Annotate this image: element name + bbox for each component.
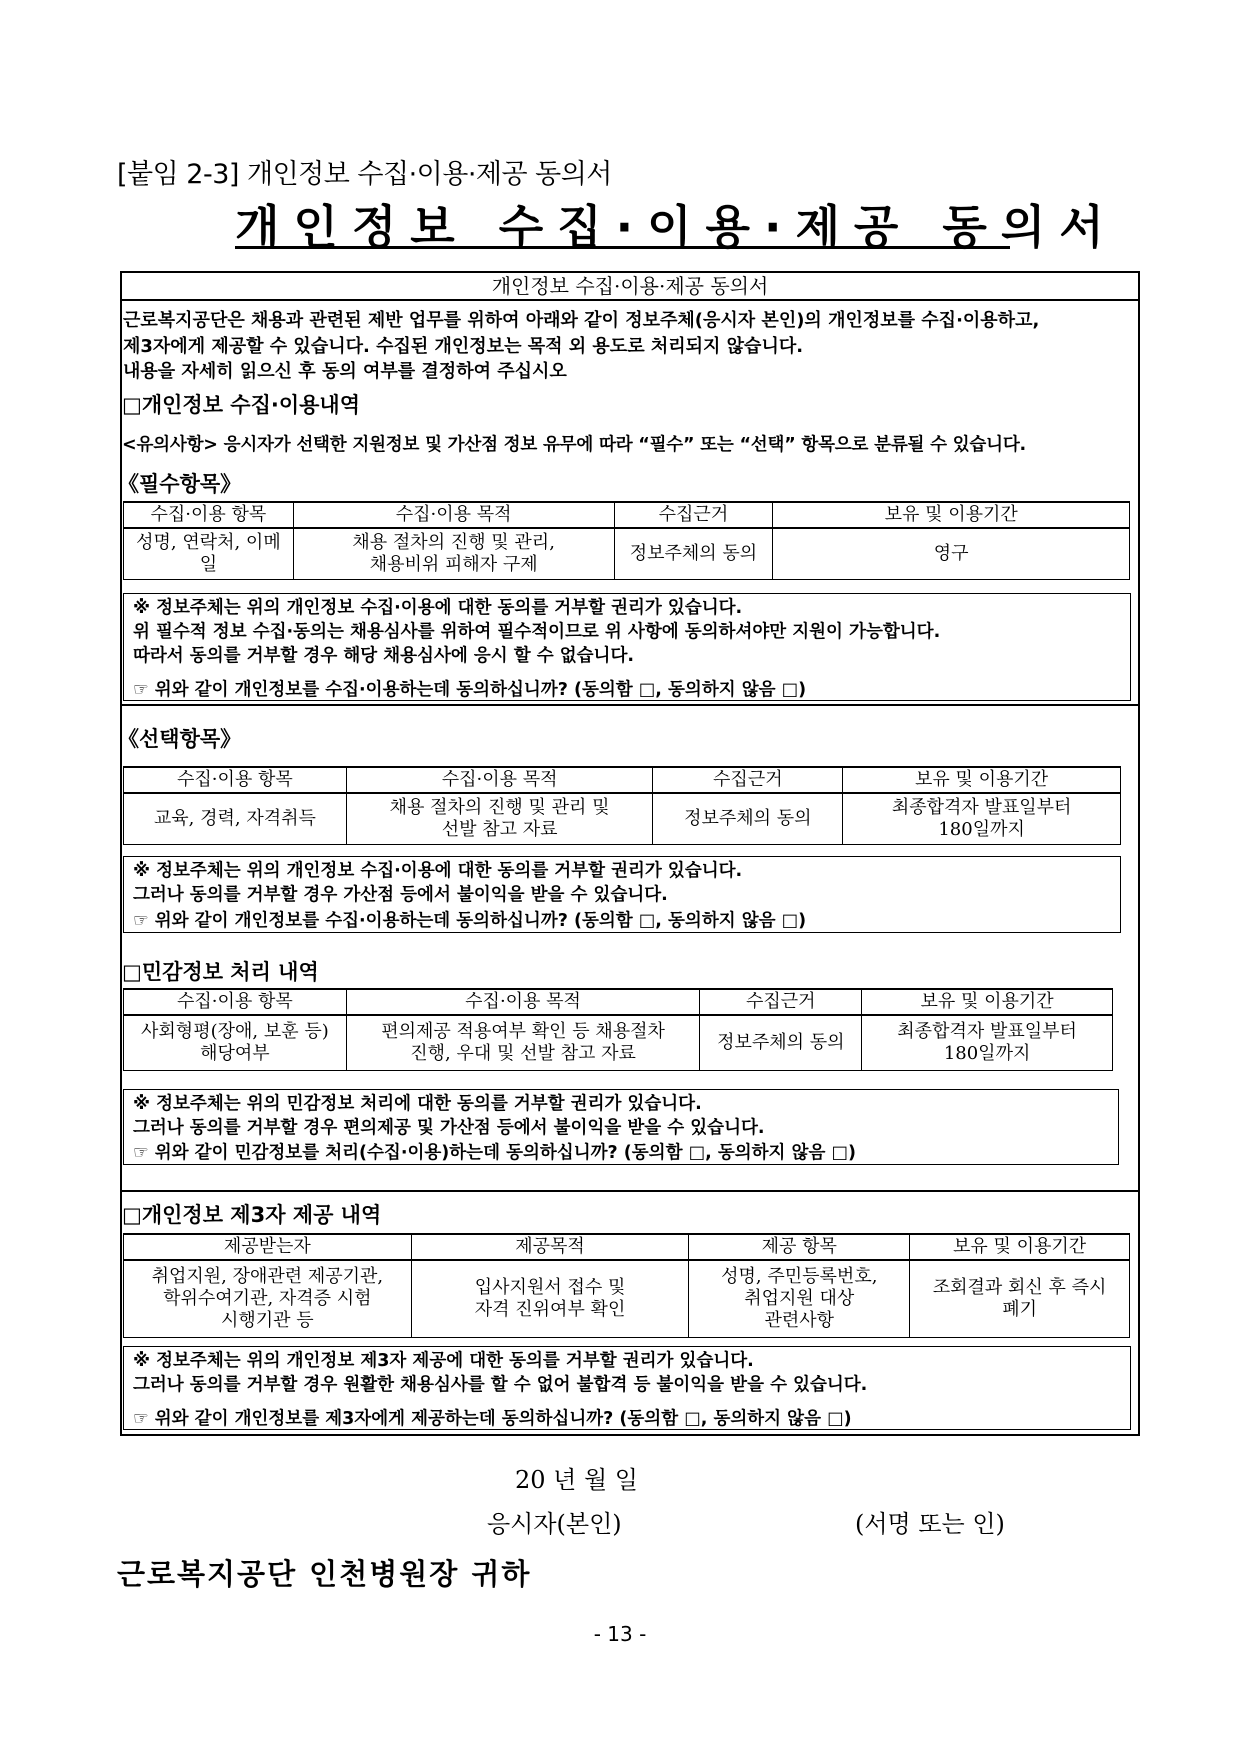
table-header: 제공 항목 xyxy=(689,1234,910,1260)
applicant-label: 응시자(본인) xyxy=(487,1510,622,1538)
page-number: - 13 - xyxy=(593,1622,647,1646)
table-cell: 채용 절차의 진행 및 관리 및 선발 참고 자료 xyxy=(346,793,653,844)
third-party-note-2: 그러나 동의를 거부할 경우 원활한 채용심사를 할 수 없어 불합격 등 불이익을 받을 수 있습니다. xyxy=(133,1375,868,1395)
table-header: 수집·이용 항목 xyxy=(124,989,347,1015)
optional-note-1: ※ 정보주체는 위의 개인정보 수집·이용에 대한 동의를 거부할 권리가 있습니다. xyxy=(133,861,743,881)
optional-label: 《선택항목》 xyxy=(118,727,242,751)
optional-note-2: 그러나 동의를 거부할 경우 가산점 등에서 불이익을 받을 수 있습니다. xyxy=(133,885,668,905)
table-cell: 교육, 경력, 자격취득 xyxy=(124,793,347,844)
collect-heading: □개인정보 수집·이용내역 xyxy=(122,393,360,417)
table-header: 제공목적 xyxy=(411,1234,689,1260)
table-cell: 편의제공 적용여부 확인 등 채용절차 진행, 우대 및 선발 참고 자료 xyxy=(346,1015,700,1070)
sensitive-consent-question[interactable]: ☞ 위와 같이 민감정보를 처리(수집·이용)하는데 동의하십니까? (동의함 □, 동의하지 않음 □) xyxy=(133,1143,856,1163)
third-party-heading: □개인정보 제3자 제공 내역 xyxy=(122,1203,382,1227)
sensitive-note-1: ※ 정보주체는 위의 민감정보 처리에 대한 동의를 거부할 권리가 있습니다. xyxy=(133,1094,702,1114)
section-divider xyxy=(120,704,1140,706)
third-party-note-1: ※ 정보주체는 위의 개인정보 제3자 제공에 대한 동의를 거부할 권리가 있습니다. xyxy=(133,1351,754,1371)
title-underline xyxy=(235,246,1010,249)
table-cell: 최종합격자 발표일부터 180일까지 xyxy=(862,1015,1113,1070)
required-consent-question[interactable]: ☞ 위와 같이 개인정보를 수집·이용하는데 동의하십니까? (동의함 □, 동의하지 않음 □) xyxy=(133,680,807,700)
intro-line-1: 근로복지공단은 채용과 관련된 제반 업무를 위하여 아래와 같이 정보주체(응시자 본인)의 개인정보를 수집·이용하고, xyxy=(123,310,1040,331)
table-cell: 최종합격자 발표일부터 180일까지 xyxy=(843,793,1121,844)
table-cell: 채용 절차의 진행 및 관리, 채용비위 피해자 구제 xyxy=(293,528,614,579)
required-note-3: 따라서 동의를 거부할 경우 해당 채용심사에 응시 할 수 없습니다. xyxy=(133,646,635,666)
optional-consent-question[interactable]: ☞ 위와 같이 개인정보를 수집·이용하는데 동의하십니까? (동의함 □, 동의하지 않음 □) xyxy=(133,911,807,931)
table-cell: 성명, 주민등록번호, 취업지원 대상 관련사항 xyxy=(689,1260,910,1337)
sensitive-heading: □민감정보 처리 내역 xyxy=(122,960,319,984)
table-header: 수집·이용 목적 xyxy=(346,989,700,1015)
section-divider xyxy=(120,1190,1140,1192)
required-label: 《필수항목》 xyxy=(118,472,242,496)
third-party-consent-question[interactable]: ☞ 위와 같이 개인정보를 제3자에게 제공하는데 동의하십니까? (동의함 □, 동의하지 않음 □) xyxy=(133,1409,852,1429)
table-header: 보유 및 이용기간 xyxy=(910,1234,1130,1260)
date-line: 20 년 월 일 xyxy=(515,1466,638,1494)
table-cell: 성명, 연락처, 이메일 xyxy=(124,528,294,579)
table-header: 수집·이용 항목 xyxy=(124,767,347,793)
table-header: 수집근거 xyxy=(614,502,773,528)
sensitive-note-2: 그러나 동의를 거부할 경우 편의제공 및 가산점 등에서 불이익을 받을 수 있습니다. xyxy=(133,1118,765,1138)
required-note-2: 위 필수적 정보 수집·동의는 채용심사를 위하여 필수적이므로 위 사항에 동의하셔야만 지원이 가능합니다. xyxy=(133,622,941,642)
signature-field[interactable]: (서명 또는 인) xyxy=(855,1510,1005,1538)
table-cell: 취업지원, 장애관련 제공기관, 학위수여기관, 자격증 시험 시행기관 등 xyxy=(124,1260,412,1337)
third-party-table xyxy=(123,1233,1130,1338)
page-title: 개인정보 수집·이용·제공 동의서 xyxy=(235,200,1118,254)
table-header: 보유 및 이용기간 xyxy=(843,767,1121,793)
required-table xyxy=(123,501,1130,580)
table-header: 수집근거 xyxy=(653,767,843,793)
intro-line-2: 제3자에게 제공할 수 있습니다. 수집된 개인정보는 목적 외 용도로 처리되지 않습니다. xyxy=(123,336,804,357)
table-header: 수집·이용 목적 xyxy=(346,767,653,793)
table-header: 보유 및 이용기간 xyxy=(773,502,1130,528)
optional-table xyxy=(123,766,1121,845)
addressee: 근로복지공단 인천병원장 귀하 xyxy=(117,1557,532,1591)
table-header: 제공받는자 xyxy=(124,1234,412,1260)
table-header: 수집·이용 목적 xyxy=(293,502,614,528)
form-header: 개인정보 수집·이용·제공 동의서 xyxy=(120,271,1140,301)
table-cell: 정보주체의 동의 xyxy=(614,528,773,579)
table-cell: 정보주체의 동의 xyxy=(700,1015,862,1070)
intro-line-3: 내용을 자세히 읽으신 후 동의 여부를 결정하여 주십시오 xyxy=(123,361,567,382)
table-header: 수집근거 xyxy=(700,989,862,1015)
table-cell: 입사지원서 접수 및 자격 진위여부 확인 xyxy=(411,1260,689,1337)
sensitive-table xyxy=(123,988,1113,1071)
table-header: 보유 및 이용기간 xyxy=(862,989,1113,1015)
table-cell: 조회결과 회신 후 즉시 폐기 xyxy=(910,1260,1130,1337)
attachment-label: [붙임 2-3] 개인정보 수집·이용·제공 동의서 xyxy=(117,159,612,190)
table-header: 수집·이용 항목 xyxy=(124,502,294,528)
required-note-1: ※ 정보주체는 위의 개인정보 수집·이용에 대한 동의를 거부할 권리가 있습니다. xyxy=(133,598,743,618)
collect-notice: <유의사항> 응시자가 선택한 지원정보 및 가산점 정보 유무에 따라 “필수” 또는 “선택” 항목으로 분류될 수 있습니다. xyxy=(122,435,1026,455)
table-cell: 정보주체의 동의 xyxy=(653,793,843,844)
table-cell: 영구 xyxy=(773,528,1130,579)
table-cell: 사회형평(장애, 보훈 등) 해당여부 xyxy=(124,1015,347,1070)
